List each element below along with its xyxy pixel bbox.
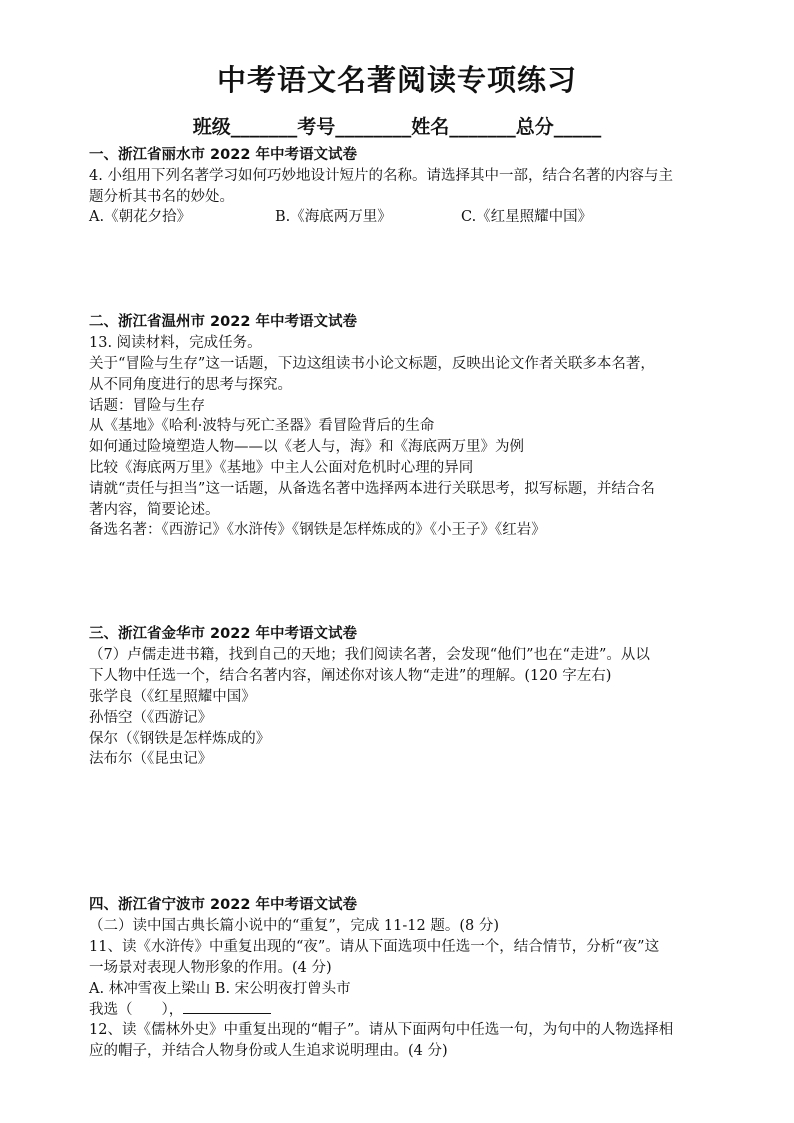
answer-prefix: 我选（ ）， [89, 1002, 184, 1018]
s1-question-line: 题分析其书名的妙处。 [89, 189, 234, 205]
s1-options [89, 207, 592, 227]
s1-question-line: 4. 小组用下列名著学习如何巧妙地设计短片的名称。请选择其中一部，结合名著的内容与主 [89, 168, 673, 184]
s3-line: 下人物中任选一个，结合名著内容，阐述你对该人物“走进”的理解。(120 字左右) [89, 668, 612, 684]
s3-line: （7）卢儒走进书籍，找到自己的天地；我们阅读名著，会发现“他们”也在“走进”。从以 [89, 647, 650, 663]
section-1-heading: 一、浙江省丽水市 2022 年中考语文试卷 [89, 147, 357, 163]
s4-answer-line [89, 999, 271, 1020]
section-2-heading: 二、浙江省温州市 2022 年中考语文试卷 [89, 314, 357, 330]
page-title: 中考语文名著阅读专项练习 [216, 63, 577, 97]
s2-line: 请就“责任与担当”这一话题，从备选名著中选择两本进行关联思考，拟写标题，并结合名 [89, 481, 655, 497]
s3-character: 保尔（《钢铁是怎样炼成的》 [89, 731, 271, 747]
s4-line: 11、读《水浒传》中重复出现的“夜”。请从下面选项中任选一个，结合情节，分析“夜”这 [89, 939, 660, 955]
s2-essay-title: 从《基地》《哈利·波特与死亡圣器》看冒险背后的生命 [89, 418, 435, 434]
s4-line: 一场景对表现人物形象的作用。(4 分) [89, 960, 332, 976]
s4-line: 12、读《儒林外史》中重复出现的“帽子”。请从下面两句中任选一句，为句中的人物选择相 [89, 1022, 674, 1038]
s3-character: 法布尔（《昆虫记》 [89, 751, 213, 767]
s2-line: 关于“冒险与生存”这一话题，下边这组读书小论文标题，反映出论文作者关联多本名著， [89, 356, 655, 372]
option-a: A.《朝花夕拾》 [89, 209, 192, 225]
s2-line: 著内容，简要论述。 [89, 502, 220, 518]
s2-essay-title: 比较《海底两万里》《基地》中主人公面对危机时心理的异同 [89, 460, 474, 476]
s3-character: 孙悟空（《西游记》 [89, 710, 213, 726]
student-info-line: 班级_______考号________姓名_______总分_____ [192, 116, 602, 138]
section-3-heading: 三、浙江省金华市 2022 年中考语文试卷 [89, 626, 357, 642]
s2-line: 13. 阅读材料，完成任务。 [89, 335, 262, 351]
answer-blank[interactable] [183, 999, 271, 1014]
option-c: C.《红星照耀中国》 [461, 209, 593, 225]
section-4-heading: 四、浙江省宁波市 2022 年中考语文试卷 [89, 897, 357, 913]
s4-line: （二）读中国古典长篇小说中的“重复”，完成 11-12 题。(8 分) [89, 918, 499, 934]
s3-character: 张学良（《红星照耀中国》 [89, 689, 256, 705]
s2-book-list: 备选名著：《西游记》《水浒传》《钢铁是怎样炼成的》《小王子》《红岩》 [89, 522, 546, 538]
s2-topic: 话题：冒险与生存 [89, 398, 205, 414]
s4-options: A. 林冲雪夜上梁山 B. 宋公明夜打曾头市 [89, 981, 351, 997]
option-b: B.《海底两万里》 [275, 209, 392, 225]
s4-line: 应的帽子，并结合人物身份或人生追求说明理由。(4 分) [89, 1043, 448, 1059]
s2-essay-title: 如何通过险境塑造人物——以《老人与，海》和《海底两万里》为例 [89, 439, 524, 455]
s2-line: 从不同角度进行的思考与探究。 [89, 377, 292, 393]
